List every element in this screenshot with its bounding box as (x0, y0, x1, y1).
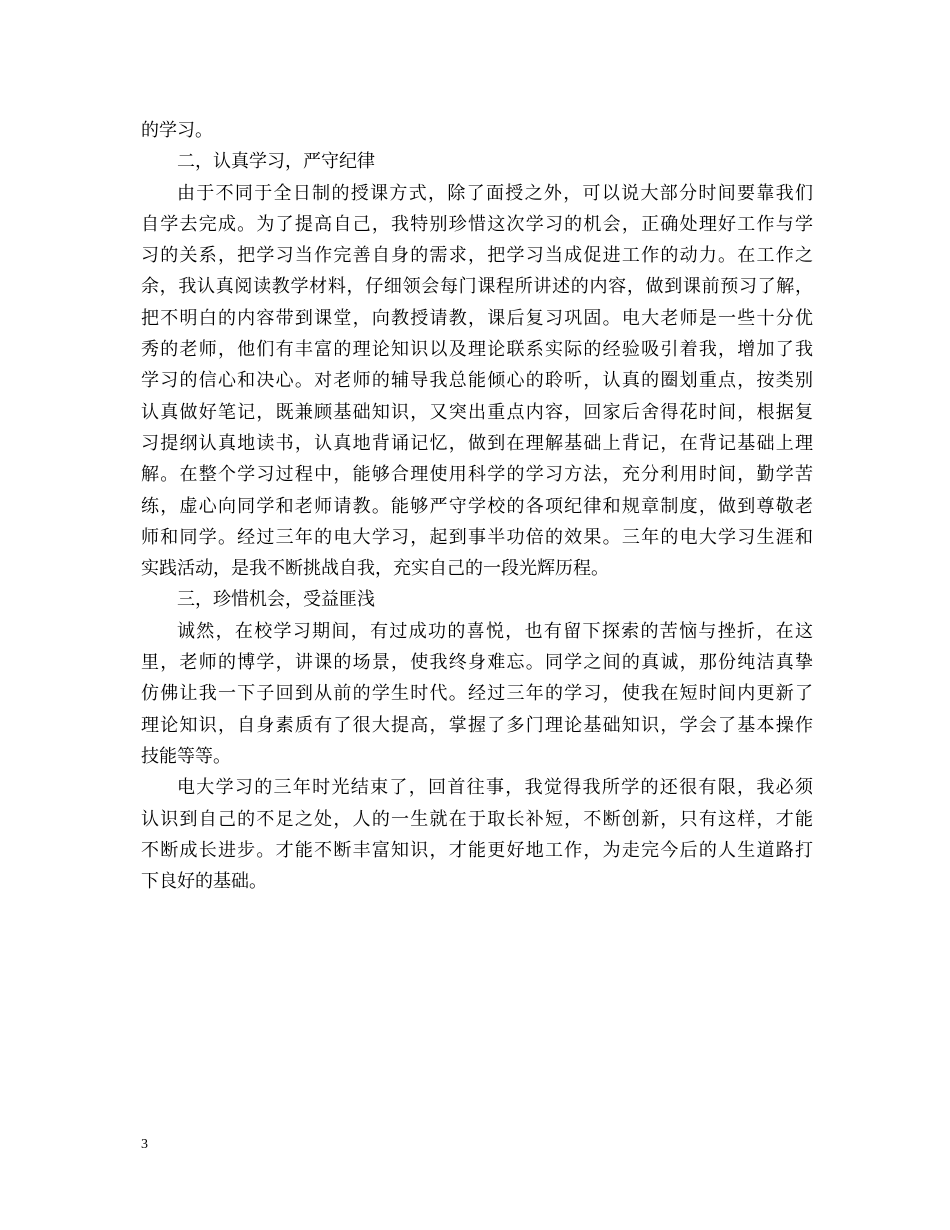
section-heading: 二，认真学习，严守纪律 (177, 151, 375, 173)
text-line: 学习的信心和决心。对老师的辅导我总能倾心的聆听，认真的圈划重点，按类别 (141, 370, 813, 392)
body-text (141, 115, 813, 897)
text-line: 练，虚心向同学和老师请教。能够严守学校的各项纪律和规章制度，做到尊敬老 (141, 495, 813, 517)
text-line: 理论知识，自身素质有了很大提高，掌握了多门理论基础知识，学会了基本操作 (141, 714, 813, 736)
text-line: 认识到自己的不足之处，人的一生就在于取长补短，不断创新，只有这样，才能 (141, 808, 813, 830)
text-line: 认真做好笔记，既兼顾基础知识，又突出重点内容，回家后舍得花时间，根据复 (141, 401, 813, 423)
section-heading: 三，珍惜机会，受益匪浅 (177, 589, 375, 611)
text-line: 由于不同于全日制的授课方式，除了面授之外，可以说大部分时间要靠我们 (177, 182, 813, 204)
text-line: 秀的老师，他们有丰富的理论知识以及理论联系实际的经验吸引着我，增加了我 (141, 339, 813, 361)
text-line: 技能等等。 (141, 745, 231, 767)
page-number: 3 (141, 1137, 148, 1152)
text-line: 诚然，在校学习期间，有过成功的喜悦，也有留下探索的苦恼与挫折，在这 (177, 620, 813, 642)
text-line: 里，老师的博学，讲课的场景，使我终身难忘。同学之间的真诚，那份纯洁真挚 (141, 652, 813, 674)
text-line: 不断成长进步。才能不断丰富知识，才能更好地工作，为走完今后的人生道路打 (141, 839, 813, 861)
text-line: 习提纲认真地读书，认真地背诵记忆，做到在理解基础上背记，在背记基础上理 (141, 432, 813, 454)
text-line: 把不明白的内容带到课堂，向教授请教，课后复习巩固。电大老师是一些十分优 (141, 307, 813, 329)
text-line: 师和同学。经过三年的电大学习，起到事半功倍的效果。三年的电大学习生涯和 (141, 526, 813, 548)
text-line: 余，我认真阅读教学材料，仔细领会每门课程所讲述的内容，做到课前预习了解， (141, 276, 813, 298)
text-line: 下良好的基础。 (141, 871, 267, 893)
text-line: 仿佛让我一下子回到从前的学生时代。经过三年的学习，使我在短时间内更新了 (141, 683, 813, 705)
text-line: 解。在整个学习过程中，能够合理使用科学的学习方法，充分利用时间，勤学苦 (141, 464, 813, 486)
text-line: 习的关系，把学习当作完善自身的需求，把学习当成促进工作的动力。在工作之 (141, 245, 813, 267)
text-line: 实践活动，是我不断挑战自我，充实自己的一段光辉历程。 (141, 558, 609, 580)
text-line: 的学习。 (141, 120, 213, 141)
text-line: 电大学习的三年时光结束了，回首往事，我觉得我所学的还很有限，我必须 (177, 777, 813, 799)
text-line: 自学去完成。为了提高自己，我特别珍惜这次学习的机会，正确处理好工作与学 (141, 213, 813, 235)
